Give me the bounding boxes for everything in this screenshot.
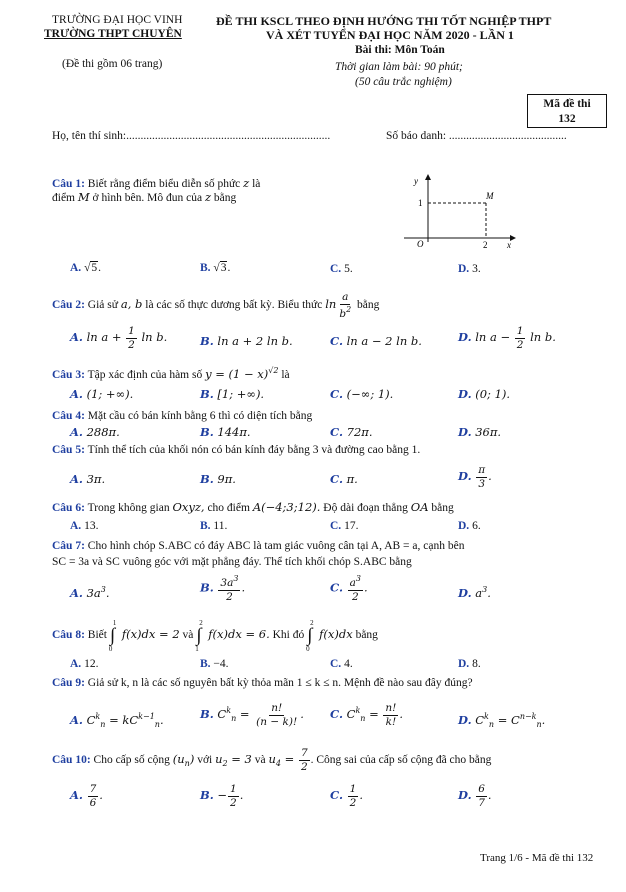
page-count-note: (Đề thi gồm 06 trang) xyxy=(62,58,163,70)
q5-option-c[interactable]: C. π. xyxy=(330,472,358,486)
exam-code-value: 132 xyxy=(558,113,576,125)
q7-option-d[interactable]: D. $a^3$. xyxy=(458,585,491,600)
q4-option-b[interactable]: B. 144π. xyxy=(200,425,251,439)
q6-option-a[interactable]: A. 13. xyxy=(70,520,99,532)
question-1-line1: Câu 1: Biết rằng điểm biểu diễn số phức z là xyxy=(52,176,261,190)
q1-option-a[interactable]: A. √5. xyxy=(70,262,101,274)
question-10: Câu 10: Cho cấp số cộng $(u_n)$ với $u_2 = 3$ và $u_4$ = $\frac{7}{2}$ . Công sai của cấp số cộng đã cho bằng xyxy=(52,747,492,773)
sub-school-name: TRƯỜNG THPT CHUYÊN xyxy=(44,28,182,40)
q8-option-b[interactable]: B. −4. xyxy=(200,658,229,670)
q3-option-d[interactable]: D. (0; 1). xyxy=(458,387,511,401)
origin-label: O xyxy=(417,239,424,249)
question-5: Câu 5: Tính thể tích của khối nón có bán kính đáy bằng 3 và đường cao bằng 1. xyxy=(52,444,421,456)
q10-option-d[interactable]: D. $\frac{6}{7}$ . xyxy=(458,783,492,809)
exam-code-box xyxy=(527,94,607,128)
q10-option-b[interactable]: B. − $\frac{1}{2}$ . xyxy=(200,783,244,809)
question-9: Câu 9: Giả sử k, n là các số nguyên bất kỳ thỏa mãn 1 ≤ k ≤ n. Mệnh đề nào sau đây đúng? xyxy=(52,677,473,689)
q8-option-a[interactable]: A. 12. xyxy=(70,658,99,670)
q10-option-c[interactable]: C. $\frac{1}{2}$ . xyxy=(330,783,363,809)
axis-y-label: y xyxy=(414,176,418,186)
exam-code-label: Mã đề thi xyxy=(543,98,591,110)
q8-option-c[interactable]: C. 4. xyxy=(330,658,353,670)
question-6: Câu 6: Trong không gian Oxyz, cho điểm A(−4;3;12). Độ dài đoạn thẳng OA bằng xyxy=(52,500,454,514)
student-id-line: Số báo danh: ......................................... xyxy=(386,130,567,142)
q8-option-d[interactable]: D. 8. xyxy=(458,658,481,670)
q3-option-c[interactable]: C. (−∞; 1). xyxy=(330,387,394,401)
question-3: Câu 3: Tập xác định của hàm số $y = (1 - x)^{√2}$ là xyxy=(52,366,290,381)
exam-subject: Bài thi: Môn Toán xyxy=(355,44,445,56)
page-footer: Trang 1/6 - Mã đề thi 132 xyxy=(480,852,594,864)
axis-x-label: x xyxy=(507,240,511,250)
q10-option-a[interactable]: A. $\frac{7}{6}$ . xyxy=(70,783,103,809)
q3-option-b[interactable]: B. [1; +∞). xyxy=(200,387,265,401)
tick-x-label: 2 xyxy=(483,240,488,250)
q5-option-a[interactable]: A. 3π. xyxy=(70,472,106,486)
q7-option-b[interactable]: B. $\frac{3a^3}{2}$ . xyxy=(200,574,246,603)
q9-option-c[interactable]: C. $C^k_n$ = $\frac{n!}{k!}$ . xyxy=(330,702,404,728)
q3-option-a[interactable]: A. (1; +∞). xyxy=(70,387,134,401)
student-name-line: Họ, tên thí sinh:....................................................................... xyxy=(52,130,331,142)
q4-option-d[interactable]: D. 36π. xyxy=(458,425,502,439)
q6-option-d[interactable]: D. 6. xyxy=(458,520,481,532)
q2-option-d[interactable]: D. ln a − $\frac{1}{2}$ ln b. xyxy=(458,325,556,351)
q7-option-a[interactable]: A. $3a^3$. xyxy=(70,585,110,600)
q1-option-c[interactable]: C. 5. xyxy=(330,263,353,275)
q9-option-b[interactable]: B. $C^k_n$ = $\frac{n!}{(n - k)!}$ . xyxy=(200,702,304,728)
q1-option-d[interactable]: D. 3. xyxy=(458,263,481,275)
exam-title-line1: ĐỀ THI KSCL THEO ĐỊNH HƯỚNG THI TỐT NGHIỆP THPT xyxy=(216,14,552,28)
complex-plane-figure xyxy=(400,172,520,252)
exam-format: (50 câu trắc nghiệm) xyxy=(355,76,452,88)
q6-option-c[interactable]: C. 17. xyxy=(330,520,359,532)
school-name: TRƯỜNG ĐẠI HỌC VINH xyxy=(52,14,183,26)
question-7-line1: Câu 7: Cho hình chóp S.ABC có đáy ABC là tam giác vuông cân tại A, AB = a, cạnh bên xyxy=(52,540,465,552)
q1-option-b[interactable]: B. √3. xyxy=(200,262,231,274)
q9-option-d[interactable]: D. $C^k_n = C^{n-k}_n$. xyxy=(458,712,546,729)
q9-option-a[interactable]: A. $C^k_n = kC^{k-1}_n$. xyxy=(70,712,164,729)
q6-option-b[interactable]: B. 11. xyxy=(200,520,228,532)
q2-option-b[interactable]: B. ln a + 2 ln b. xyxy=(200,334,293,348)
question-8: Câu 8: Biết ∫ 1 0 f(x)dx = 2 và ∫ 2 1 f(x)dx = 6. Khi đó ∫ 2 0 f(x)dx bằng xyxy=(52,619,378,653)
q4-option-c[interactable]: C. 72π. xyxy=(330,425,373,439)
q2-option-c[interactable]: C. ln a − 2 ln b. xyxy=(330,334,422,348)
question-7-line2: SC = 3a và SC vuông góc với mặt phẳng đáy. Thể tích khối chóp S.ABC bằng xyxy=(52,556,412,568)
tick-y-label: 1 xyxy=(418,198,423,208)
exam-time: Thời gian làm bài: 90 phút; xyxy=(335,61,463,73)
q4-option-a[interactable]: A. 288π. xyxy=(70,425,120,439)
q7-option-c[interactable]: C. $\frac{a^3}{2}$ . xyxy=(330,574,368,603)
exam-title-line2: VÀ XÉT TUYỂN ĐẠI HỌC NĂM 2020 - LẦN 1 xyxy=(266,28,514,42)
q2-option-a[interactable]: A. ln a + $\frac{1}{2}$ ln b. xyxy=(70,325,168,351)
question-2: Câu 2: Giả sử a, b là các số thực dương bất kỳ. Biểu thức ln $\frac{a}{b^2}$ bằng xyxy=(52,291,380,320)
point-m-label: M xyxy=(486,191,494,201)
q5-option-b[interactable]: B. 9π. xyxy=(200,472,236,486)
q5-option-d[interactable]: D. $\frac{\pi}{3}$ . xyxy=(458,464,492,490)
question-4: Câu 4: Mặt cầu có bán kính bằng 6 thì có diện tích bằng xyxy=(52,410,313,422)
question-1-line2: điểm M ở hình bên. Mô đun của z bằng xyxy=(52,190,237,204)
y-axis-arrow xyxy=(425,174,431,180)
